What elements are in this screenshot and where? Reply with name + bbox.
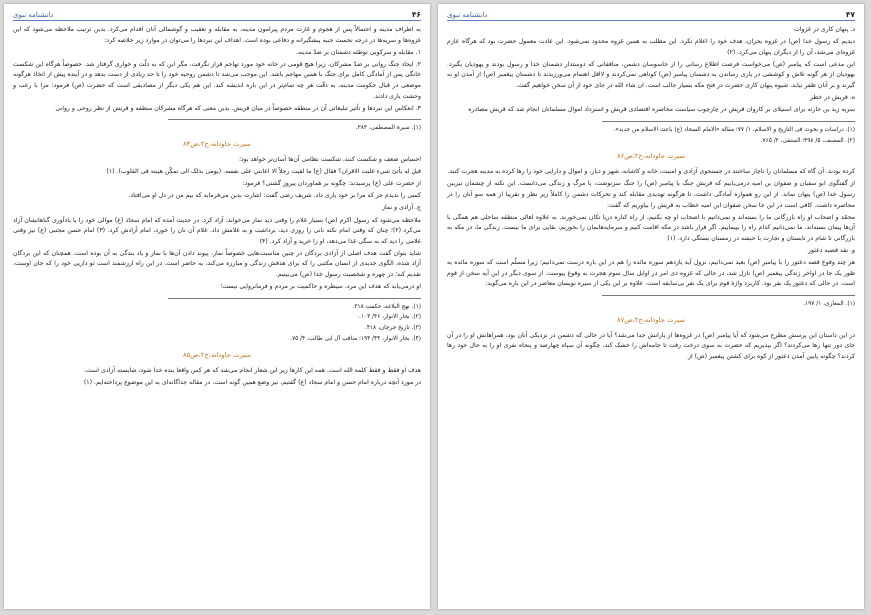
subheading: د. پنهان کاری در غزوات [793, 26, 855, 33]
paragraph: کرده بودند. آن گاه که مسلمانان را ناچار ساختند در جستجوی آزادی و امنیت، خانه و کاشانه، شهر و دیار، و اموال و دارایی خود را رها کرده به مدینه هجرت کنند. [447, 168, 855, 176]
running-title: دانشنامه نبوی [447, 11, 488, 19]
page-number: ۴۶ [411, 10, 421, 19]
footnote: (۱). نهج البلاغه، حکمت ۳۱۸. [352, 303, 421, 310]
paragraph: هر چند وقوع قصه دعثور را با پیامبر (ص) بعید نمی‌دانیم، نزول آیة یازدهم سوره مائده را هم در این باره درست نمی‌دانیم؛ زیرا مسلّم است که سوره مائده به طور یک جا در اواخر زندگی پیغمبر (ص) نازل شد، در حالی که غزوه ذی امر در اوایل سال سوم هجرت به وقوع پیوست. از سوی دیگر در این آیه سخن از قوم است. در حالی که دعثور یک نفر بود. کاربرد واژة قوم برای یک نفر بی‌سابقه است. علاوه بر این یکی از سیره نویسان معاصر در این باره می‌گوید: [447, 259, 855, 288]
footnote-divider [168, 298, 421, 299]
footnote: (۲). بحار الانوار، ۴۶/ ۱۰۳. [359, 314, 421, 321]
subheading: و. نقد قضیه دعثور [808, 247, 855, 254]
footnote: (۴). بحار الانوار، ۴۴/ ۱۹۴؛ مناقب آل ابی طالب، ۴/ ۷۵. [290, 336, 421, 343]
section-title: سیرت جاودانه،ج۲،ص۸۴ [182, 140, 252, 149]
page-number: ۴۷ [845, 10, 855, 19]
page-47 [438, 4, 864, 609]
paragraph: ۱. مقابله و سرکوبی توطئه دشمنان بر ضدّ مدینه. [296, 48, 421, 56]
paragraph: دیدیم که رسول خدا (ص) در غزوه بحران، هدف خود را اعلام نکرد. این مطلب به همین غزوه محدود نمی‌شود. این عادت معمول حضرت بود که هرگاه عازم غزوه‌ای می‌شد، آن را از دیگران پنهان می‌کرد. (۲) [447, 38, 855, 56]
page-header [13, 10, 421, 21]
paragraph: شاید بتوان گفت هدف اصلی از آزادی بردگان در چنین مناسبت‌هایی خصوصاً نماز، پیوند دادن آن‌ها با نماز و یاد بندگی به آن بوده است. همچنان که این بردگان آزاد شده، الگوی جدیدی از انسان مکتبی را که برای هدفش زندگی و مبارزه می‌کند، به حاضر است. در این راه ارزشمند است تو داریی خود را که جان اوست، تقدیم کند؛ در چهره و شخصیت رسول خدا (ص) می‌بینیم. [13, 249, 421, 278]
page-46 [4, 4, 430, 609]
paragraph: ۲. ایجاد جنگ روانی بر ضدّ مشرکان، زیرا هیچ قومی در خانه خود مورد تهاجم قرار نگرفت، مگر این که به ذلّت و خواری گرفتار شد. خصوصاً هرگاه این شکست خانگی پس از آمادگی کامل برای جنگ با همین مهاجم باشد. این موجب می‌شد تا دشمن روحیه خود را تا حد زیادی از دست بدهد و در آینده پیش از اتخاذ هرگونه موضعی در قبال حکومت مدینه، به دقّت هر چه تمام‌تر در این باره اندیشه کند. این هم یکی دیگر از مصادیقی است که حضرت (ص) فرمود: مرا با رعب و وحشت یاری دادند. [13, 60, 421, 100]
footnote-divider [602, 295, 855, 296]
paragraph: احساس ضعف و شکست کنند، شکست نظامی آن‌ها آسان‌تر خواهد بود؛ [238, 156, 421, 164]
paragraph: کسی را ندیدم جز که مرا بر خود یاری داد. شریف رضی گفت: اشارت بدین می‌فرماید که بیم من در دل او می‌افتاد. [128, 192, 421, 200]
subheading: ه. قریش در خطر [809, 94, 855, 102]
paragraph: در مورد آنچه درباره امام حسن و امام سجاد (ع) گفتیم، نیز وضع همین گونه است. در مقاله جداگانه‌ای به این موضوع پرداخته‌ایم. (۱) [83, 378, 421, 386]
section-title: سیرت جاودانه،ج۲،ص۸۶ [616, 152, 686, 161]
paragraph: قیل له یأتیّ شیء غلبت الاقران؟ فقال (ع) ما لقیت رجلاً الا اعانني علی نفسه. (یومی بذلک الی تمکّن هیبته فی القلوب). (۱) [106, 168, 421, 176]
paragraph: ۳. انعکاس این نبردها و تأثیر تبلیغاتی آن در منطقه خصوصاً در میان قریش. بدین معنی که هرگاه مشرکان منطقه و قریش از نظر روحی و روانی [55, 104, 421, 112]
footnote: (۲). المصنف، ۵/ ۳۹۸؛ المنتقی، ۲/ ۷۶۵. [760, 137, 855, 144]
running-title: دانشنامه نبوی [13, 11, 54, 19]
paragraph: به اطراف مدینه و احتمالاً پس از هجوم و غارت مردم پیرامون مدینه، به مقابله و تعقیب و گوشمالی آنان اقدام می‌کرد. بدین ترتیب ملاحظه می‌شود که این غزوه‌ها و سریه‌ها در درجه نخست جنبه پیشگیرانه و دفاعی بوده است. اهداف این نبردها را می‌توان در موارد زیر خلاصه کرد: [13, 26, 421, 44]
paragraph: از حضرت علی (ع) پرسیدند: چگونه بر هماوردان پیروز گشتی؟ فرمود: [242, 180, 421, 188]
footnote: (۳). تاریخ جرجان، ۴۱۸. [364, 325, 421, 332]
page-header [447, 10, 855, 21]
section-title: سیرت جاودانه،ج۲،ص۸۷ [616, 315, 686, 324]
paragraph: از گفتگوی ابو سفیان و صفوان بن امیه درمی‌یابیم که قریش جنگ با پیامبر (ص) را جنگ سرنوشت، یا مرگ و زندگی می‌دانست. این نکته از چشمان تیزبین رسول خدا (ص) پنهان نماند. از این رو همواره آمادگی داشت، تا هرگونه تهدیدی مقابله کند و تحرکات دشمن را کاملاً زیر نظر و تقریبا از همه سو آنان را در محاصره داشت. کافی است در این جا سخن صفوان ابن امیه خطاب به قریش را بیاوریم که گفت: [447, 180, 855, 209]
footnote: (۱). دراسات و بحوث فی التاریخ و الاسلام، ۱/ ۷۷؛ مقالة «الامام السجاد (ع) باعث الاسلام من جدید». [613, 126, 855, 133]
footnote-divider [168, 119, 421, 120]
paragraph: ملاحظه می‌شود که رسول اکرم (ص) بسیار غلام را وقتی دید نماز می‌خواند، آزاد کرد. در حدیث آمده که امام سجاد (ع) موالی خود را یا یادآوری گناهانشان آزاد می‌کرد (۲)؛ چنان که وقتی امام نکته نانی را روزی دید، برداشت و به غلامش داد. غلام آن نان را خورد، امام آزادش کرد. (۳) امام حسن مجتبی (ع) نیز وقتی غلامی را دید که به سگی غذا می‌دهد، او را خرید و آزاد کرد. (۴) [13, 216, 421, 245]
footnote-divider [602, 121, 855, 122]
footnote: (۱). سیرة المصطفی، ۳۸۳. [355, 125, 421, 132]
footnote: (۱). المغازی، ۱/ ۱۹۷. [803, 300, 855, 307]
paragraph: این مدعی است که پیامبر (ص) می‌خواست فرصت اطلاع رسانی را از جاسوسان دشمن، منافقانی که دوستدار دشمنان خدا و رسول بودند و یهودیان بگیرد. یهودیان از هر گونه تلاش و کوششی در یاری رساندن به دشمنان پیامبر (ص) کوتاهی نمی‌کردند و لااقل اهتمام می‌ورزیدند تا دشمنان پیغمبر (ص) از آمدن او به گیرند و بر آنان ظفر نیابد. شیوه پنهان کاری حضرت در فتح مکه بسیار جالب است. ان شاء الله در جای خود از آن سخن خواهیم گفت. [447, 60, 855, 89]
paragraph: در این داستان این پرسش مطرح می‌شود که آیا پیامبر (ص) در غزوه‌ها از یارانش جدا می‌شد؟ آیا در حالی که دشمن در نزدیکی آنان بود، همراهانش او را در آن جای دور تنها رها می‌کردند؟ اگر بپذیریم که حضرت به سوی درخت رفت تا جامه‌اش را خشک کند، چگونه آن سپاه چهارصد و پنجاه نفری او را به حال خود رها کردند؟ چگونه پایین آمدن دعثور از کوه برای کشتن پیغمبر (ص) از [447, 331, 855, 360]
paragraph: محمّد و اصحاب او راه بازرگانی ما را بسته‌اند و نمی‌دانیم با اصحاب او چه بکنیم، از راه کناره دریا تکان نمی‌خورند. به علاوه اهالی منطقه ساحلی هم همگی با آن‌ها پیمان بسته‌اند. ما نمی‌دانیم کدام راه را بپیماییم. اگر قرار باشد در مکه اقامت کنیم و سرمایه‌هایمان را بخوریم، بقایی برای ما نیست. زندگی ما، در مکه به بازرگانی تا شام در تابستان و تجارت با حبشه در زمستان بستگی دارد. (۱) [447, 213, 855, 242]
paragraph: او درمی‌یابد که هدف این مرد، سیطره و حاکمیت بر مردم و فرمانروایی نیست؛ [220, 283, 421, 291]
section-title: سیرت جاودانه،ج۲،ص۸۵ [182, 350, 252, 359]
paragraph: هدف او فقط و فقط کلمة الله است. همه این کارها زیر این شعار انجام می‌شد که هر کس واقعا بنده خدا شود، شایسته آزادی است. [84, 366, 421, 374]
subheading: ج. آزادی و نماز [381, 204, 421, 212]
paragraph: سریه زید بن حارثه برای استیلای بر کاروان قریش در چارچوب سیاست محاصره اقتصادی قریش و استرداد اموال مسلمانان انجام شد که قریش مصادره [468, 106, 855, 114]
